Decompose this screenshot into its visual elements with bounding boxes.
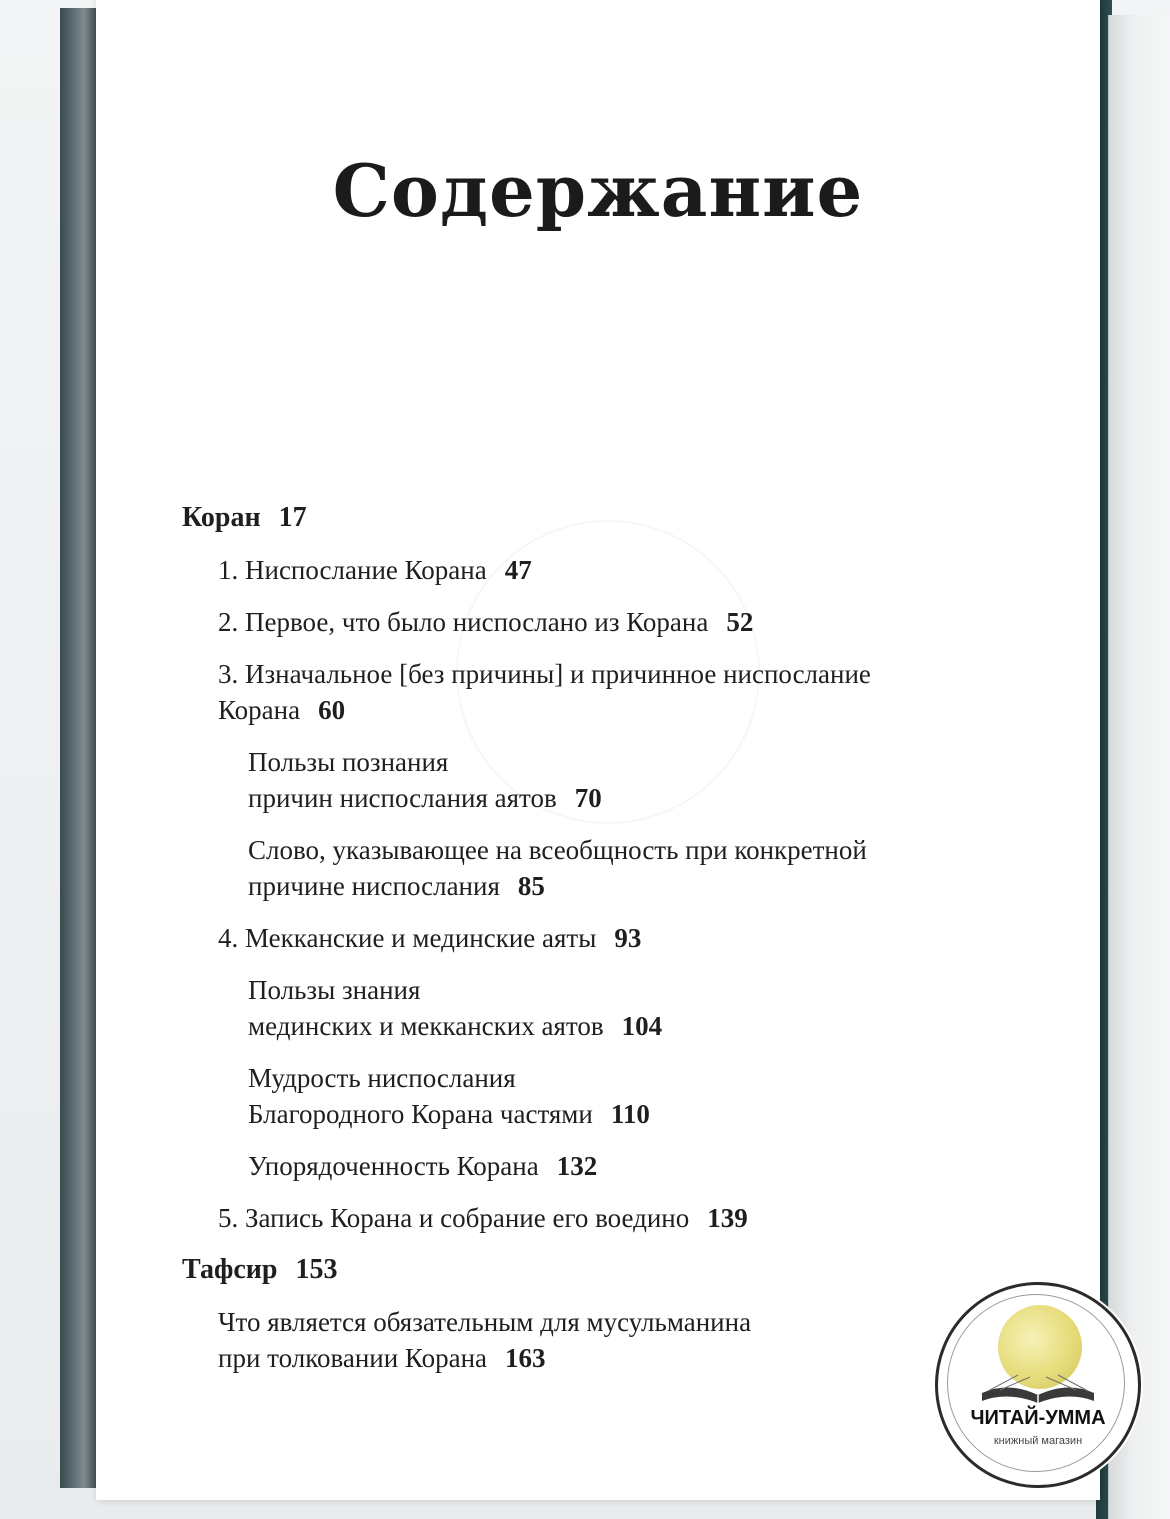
toc-entry-text (248, 868, 1062, 904)
toc-entry-label: Упорядоченность Корана (248, 1151, 539, 1181)
toc-entry-label: Благородного Корана частями (248, 1099, 593, 1129)
toc-entry-text (218, 692, 1062, 728)
toc-entry-label: Корана (218, 695, 301, 725)
toc-entry (182, 656, 1062, 728)
toc-page-number: 163 (505, 1343, 546, 1373)
toc-entry-text (248, 1008, 1062, 1044)
toc-page-number: 52 (726, 607, 754, 637)
toc-entry (182, 744, 1062, 816)
toc-entry (182, 1200, 1062, 1236)
toc-entry (182, 920, 1062, 956)
toc-entry-label: при толковании Корана (218, 1343, 488, 1373)
toc-entry (182, 1060, 1062, 1132)
toc-entry-text (182, 1252, 1062, 1288)
toc-entry (182, 1252, 1062, 1288)
table-of-contents (182, 500, 1062, 1392)
toc-entry-label: Коран (182, 502, 261, 533)
toc-entry-text (248, 1148, 1062, 1184)
toc-entry (182, 552, 1062, 588)
toc-entry (182, 500, 1062, 536)
toc-page-number: 85 (517, 871, 545, 901)
toc-entry (182, 1148, 1062, 1184)
book-spine (60, 8, 100, 1488)
toc-entry-label: 2. Первое, что было ниспослано из Корана (218, 607, 709, 637)
stamp-store-name: ЧИТАЙ-УММА (970, 1407, 1106, 1429)
toc-entry-text: Что является обязательным для мусульманина (218, 1307, 752, 1337)
toc-entry-label: причин ниспослания аятов (248, 783, 557, 813)
toc-entry-label: причине ниспослания (248, 871, 500, 901)
toc-entry-text (182, 500, 1062, 536)
toc-entry-text (218, 1200, 1062, 1236)
toc-entry-label: мединских и мекканских аятов (248, 1011, 604, 1041)
toc-page-number: 132 (556, 1151, 598, 1181)
toc-entry-text (218, 604, 1062, 640)
toc-entry-text: 3. Изначальное [без причины] и причинное ниспослание (218, 659, 871, 689)
toc-page-number: 139 (707, 1203, 748, 1233)
toc-page-number: 110 (610, 1099, 650, 1129)
toc-page-number: 70 (574, 783, 602, 813)
toc-entry-text: Пользы знания (248, 975, 421, 1005)
toc-entry-text: Мудрость ниспослания (248, 1063, 516, 1093)
toc-entry (182, 832, 1062, 904)
stamp-store-subtitle: книжный магазин (993, 1435, 1083, 1447)
toc-entry-text (248, 780, 1062, 816)
toc-entry (182, 972, 1062, 1044)
toc-page-number: 153 (295, 1254, 338, 1285)
toc-entry-text: Пользы познания (248, 747, 449, 777)
toc-entry-label: 4. Мекканские и мединские аяты (218, 923, 597, 953)
toc-entry-label: 5. Запись Корана и собрание его воедино (218, 1203, 690, 1233)
toc-page-number: 47 (504, 555, 532, 585)
toc-entry-text (218, 920, 1062, 956)
toc-entry-text: Слово, указывающее на всеобщность при конкретной (248, 835, 867, 865)
adjacent-page-edge (1108, 15, 1170, 1519)
store-watermark-stamp (935, 1282, 1141, 1488)
toc-entry-text (248, 1096, 1062, 1132)
toc-page-number: 60 (318, 695, 346, 725)
toc-entry-label: Тафсир (182, 1254, 278, 1285)
toc-entry-text (218, 552, 1062, 588)
toc-page-number: 93 (614, 923, 642, 953)
toc-entry (182, 604, 1062, 640)
toc-page-number: 17 (278, 502, 307, 533)
open-book-icon (978, 1373, 1098, 1407)
book-page (96, 0, 1100, 1500)
toc-page-number: 104 (621, 1011, 663, 1041)
toc-entry-label: 1. Ниспослание Корана (218, 555, 487, 585)
toc-entry (182, 1304, 1062, 1376)
page-title: Содержание (332, 148, 864, 233)
